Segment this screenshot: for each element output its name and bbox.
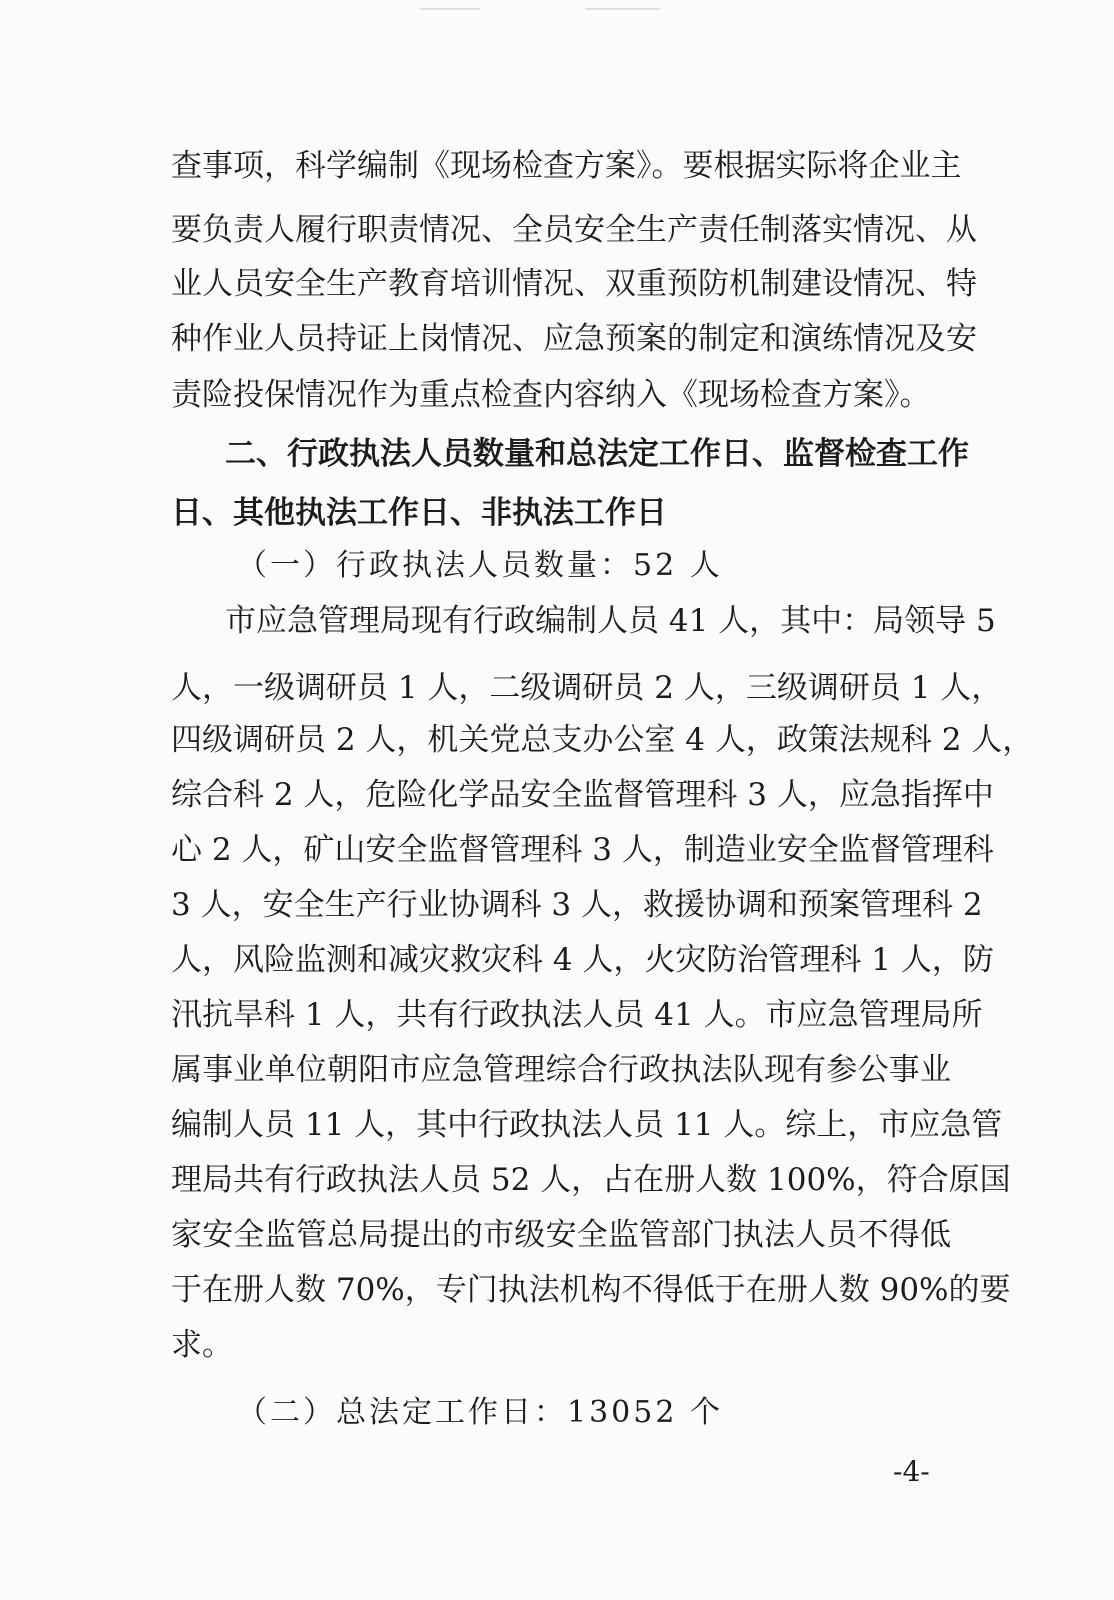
body-line: 综合科 2 人，危险化学品安全监督管理科 3 人，应急指挥中 (171, 777, 994, 813)
paragraph-line: 要负责人履行职责情况、全员安全生产责任制落实情况、从 (171, 212, 977, 248)
body-line: 3 人，安全生产行业协调科 3 人，救援协调和预案管理科 2 (171, 887, 983, 923)
paragraph-line: 业人员安全生产教育培训情况、双重预防机制建设情况、特 (171, 266, 977, 302)
body-line: 理局共有行政执法人员 52 人，占在册人数 100%，符合原国 (171, 1162, 1011, 1198)
body-line: 人，风险监测和减灾救灾科 4 人，火灾防治管理科 1 人，防 (171, 942, 994, 978)
paragraph-line: 责险投保情况作为重点检查内容纳入《现场检查方案》。 (171, 377, 931, 413)
paragraph-line: 查事项，科学编制《现场检查方案》。要根据实际将企业主 (171, 148, 962, 184)
body-line: 求。 (171, 1327, 233, 1363)
body-line: 人，一级调研员 1 人，二级调研员 2 人，三级调研员 1 人， (171, 670, 1003, 706)
body-line: 编制人员 11 人，其中行政执法人员 11 人。综上，市应急管 (171, 1107, 1003, 1143)
subheading: （二）总法定工作日：13052 个 (237, 1395, 723, 1430)
paragraph-line: 种作业人员持证上岗情况、应急预案的制定和演练情况及安 (171, 321, 977, 357)
body-line: 家安全监管总局提出的市级安全监管部门执法人员不得低 (171, 1217, 951, 1253)
body-line: 市应急管理局现有行政编制人员 41 人，其中：局领导 5 (225, 603, 996, 639)
body-line: 四级调研员 2 人，机关党总支办公室 4 人，政策法规科 2 人， (171, 722, 1034, 758)
body-line: 属事业单位朝阳市应急管理综合行政执法队现有参公事业 (171, 1052, 951, 1088)
body-line: 心 2 人，矿山安全监督管理科 3 人，制造业安全监督管理科 (171, 832, 994, 868)
page-number: -4- (893, 1455, 930, 1488)
scan-mark-top (585, 8, 660, 10)
body-line: 于在册人数 70%，专门执法机构不得低于在册人数 90%的要 (171, 1272, 1011, 1308)
section-heading: 日、其他执法工作日、非执法工作日 (171, 495, 667, 531)
section-heading: 二、行政执法人员数量和总法定工作日、监督检查工作 (225, 436, 969, 472)
subheading: （一）行政执法人员数量：52 人 (237, 548, 723, 583)
body-line: 汛抗旱科 1 人，共有行政执法人员 41 人。市应急管理局所 (171, 997, 983, 1033)
scan-mark-top (420, 8, 480, 10)
